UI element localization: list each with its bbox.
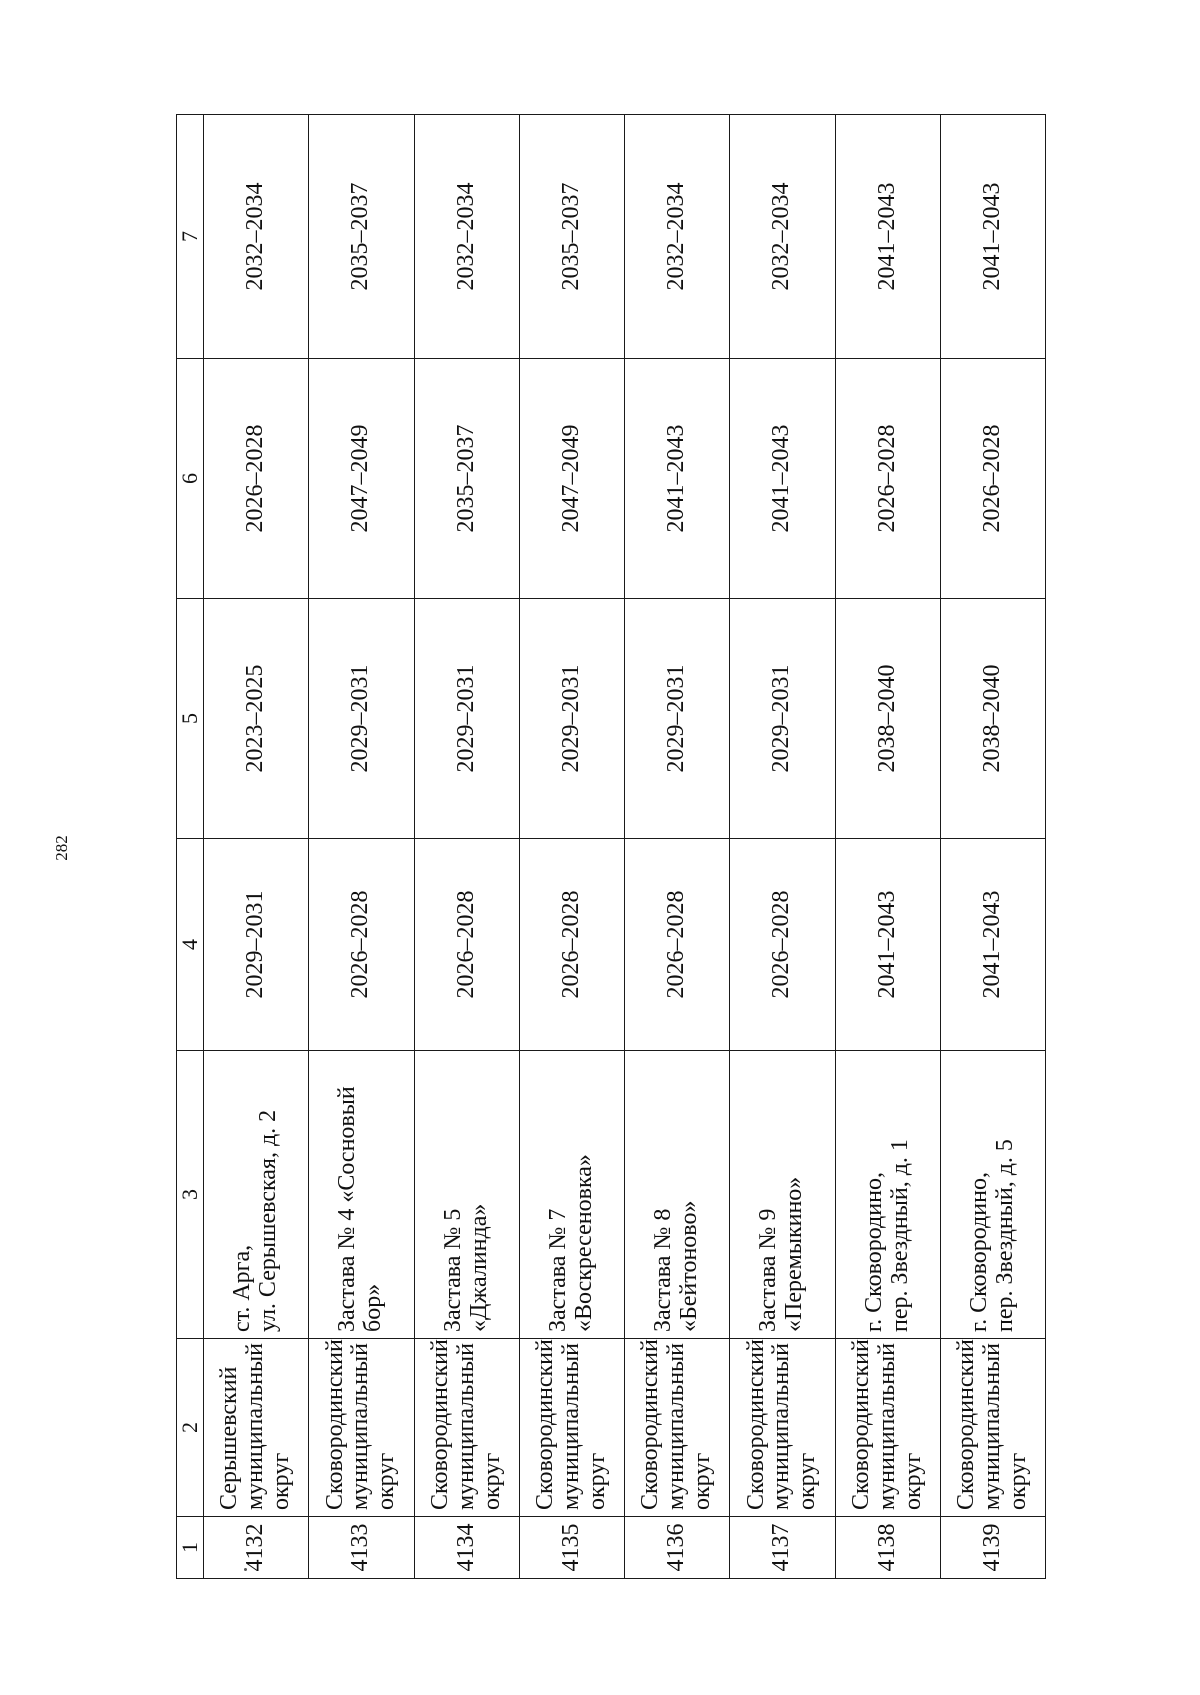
header-cell: 2 bbox=[177, 1339, 204, 1517]
address-cell bbox=[519, 1051, 624, 1339]
address-line: Застава № 9 bbox=[755, 1208, 782, 1332]
header-cell: 4 bbox=[177, 839, 204, 1051]
period-col7: 2035–2037 bbox=[309, 115, 414, 359]
district-line: округ bbox=[899, 1452, 926, 1510]
district-line: муниципальный bbox=[557, 1342, 584, 1510]
address-line: Застава № 8 bbox=[650, 1208, 677, 1332]
address-line: Застава № 4 «Сосновый bbox=[334, 1086, 361, 1332]
address-line: г. Сковородино, bbox=[860, 1172, 887, 1332]
period-col7: 2032–2034 bbox=[625, 115, 730, 359]
header-cell: 7 bbox=[177, 115, 204, 359]
period-col5: 2038–2040 bbox=[835, 599, 940, 839]
header-cell: 3 bbox=[177, 1051, 204, 1339]
address-cell bbox=[835, 1051, 940, 1339]
period-col7: 2032–2034 bbox=[204, 115, 309, 359]
period-col7: 2032–2034 bbox=[414, 115, 519, 359]
table-row bbox=[309, 115, 414, 1579]
district-cell bbox=[940, 1339, 1045, 1517]
address-line: Застава № 5 bbox=[439, 1208, 466, 1332]
row-number: 4138 bbox=[835, 1517, 940, 1579]
district-cell bbox=[835, 1339, 940, 1517]
schedule-table bbox=[176, 114, 1046, 1579]
table-row bbox=[835, 115, 940, 1579]
district-line: муниципальный bbox=[452, 1342, 479, 1510]
district-line: Сковородинский bbox=[742, 1339, 769, 1510]
header-row bbox=[177, 115, 204, 1579]
district-line: Сковородинский bbox=[953, 1339, 980, 1510]
period-col5: 2029–2031 bbox=[414, 599, 519, 839]
district-cell bbox=[414, 1339, 519, 1517]
address-cell bbox=[625, 1051, 730, 1339]
address-cell bbox=[309, 1051, 414, 1339]
address-line: бор» bbox=[360, 1283, 387, 1332]
district-line: Сковородинский bbox=[637, 1339, 664, 1510]
district-line: Серышевский bbox=[216, 1366, 243, 1510]
address-line: ст. Арга, bbox=[229, 1244, 256, 1332]
address-line: «Джалинда» bbox=[465, 1203, 492, 1332]
address-cell bbox=[204, 1051, 309, 1339]
table-row bbox=[940, 115, 1045, 1579]
district-line: муниципальный bbox=[978, 1342, 1005, 1510]
address-line: г. Сковородино, bbox=[965, 1172, 992, 1332]
period-col4: 2026–2028 bbox=[730, 839, 835, 1051]
period-col4: 2041–2043 bbox=[835, 839, 940, 1051]
period-col4: 2029–2031 bbox=[204, 839, 309, 1051]
period-col4: 2026–2028 bbox=[625, 839, 730, 1051]
address-line: «Воскресеновка» bbox=[570, 1154, 597, 1332]
district-cell bbox=[730, 1339, 835, 1517]
district-line: Сковородинский bbox=[847, 1339, 874, 1510]
period-col6: 2041–2043 bbox=[730, 359, 835, 599]
period-col4: 2026–2028 bbox=[414, 839, 519, 1051]
row-number: 4139 bbox=[940, 1517, 1045, 1579]
district-line: муниципальный bbox=[663, 1342, 690, 1510]
address-line: пер. Звездный, д. 1 bbox=[886, 1139, 913, 1332]
period-col6: 2035–2037 bbox=[414, 359, 519, 599]
period-col6: 2047–2049 bbox=[519, 359, 624, 599]
period-col7: 2035–2037 bbox=[519, 115, 624, 359]
address-line: «Перемыкино» bbox=[781, 1176, 808, 1332]
table-row bbox=[204, 115, 309, 1579]
row-number: 4135 bbox=[519, 1517, 624, 1579]
district-line: округ bbox=[268, 1452, 295, 1510]
district-line: округ bbox=[478, 1452, 505, 1510]
table-row bbox=[625, 115, 730, 1579]
district-line: муниципальный bbox=[347, 1342, 374, 1510]
row-number: 4136 bbox=[625, 1517, 730, 1579]
address-cell bbox=[414, 1051, 519, 1339]
row-number: 4132 bbox=[204, 1517, 309, 1579]
district-line: округ bbox=[373, 1452, 400, 1510]
district-cell bbox=[309, 1339, 414, 1517]
period-col6: 2047–2049 bbox=[309, 359, 414, 599]
period-col5: 2038–2040 bbox=[940, 599, 1045, 839]
address-line: пер. Звездный, д. 5 bbox=[991, 1139, 1018, 1332]
period-col5: 2029–2031 bbox=[519, 599, 624, 839]
row-number: 4137 bbox=[730, 1517, 835, 1579]
district-cell bbox=[625, 1339, 730, 1517]
period-col7: 2041–2043 bbox=[835, 115, 940, 359]
address-cell bbox=[730, 1051, 835, 1339]
period-col7: 2041–2043 bbox=[940, 115, 1045, 359]
rotated-table-wrapper bbox=[176, 115, 1046, 1579]
page-number: 282 bbox=[52, 835, 71, 861]
period-col6: 2026–2028 bbox=[835, 359, 940, 599]
district-line: округ bbox=[583, 1452, 610, 1510]
period-col7: 2032–2034 bbox=[730, 115, 835, 359]
row-number: 4134 bbox=[414, 1517, 519, 1579]
header-cell: 1 bbox=[177, 1517, 204, 1579]
period-col5: 2029–2031 bbox=[730, 599, 835, 839]
address-cell bbox=[940, 1051, 1045, 1339]
table-row bbox=[730, 115, 835, 1579]
district-line: Сковородинский bbox=[532, 1339, 559, 1510]
address-line: Застава № 7 bbox=[544, 1208, 571, 1332]
period-col6: 2026–2028 bbox=[204, 359, 309, 599]
period-col5: 2029–2031 bbox=[309, 599, 414, 839]
period-col5: 2023–2025 bbox=[204, 599, 309, 839]
district-line: муниципальный bbox=[873, 1342, 900, 1510]
address-line: ул. Серышевская, д. 2 bbox=[255, 1109, 282, 1332]
period-col6: 2041–2043 bbox=[625, 359, 730, 599]
district-line: Сковородинский bbox=[426, 1339, 453, 1510]
district-cell bbox=[519, 1339, 624, 1517]
district-line: муниципальный bbox=[768, 1342, 795, 1510]
period-col5: 2029–2031 bbox=[625, 599, 730, 839]
district-line: округ bbox=[794, 1452, 821, 1510]
period-col4: 2026–2028 bbox=[519, 839, 624, 1051]
district-line: муниципальный bbox=[242, 1342, 269, 1510]
period-col4: 2026–2028 bbox=[309, 839, 414, 1051]
header-cell: 6 bbox=[177, 359, 204, 599]
district-cell bbox=[204, 1339, 309, 1517]
district-line: Сковородинский bbox=[321, 1339, 348, 1510]
district-line: округ bbox=[689, 1452, 716, 1510]
district-line: округ bbox=[1004, 1452, 1031, 1510]
period-col4: 2041–2043 bbox=[940, 839, 1045, 1051]
address-line: «Бейтоново» bbox=[676, 1200, 703, 1332]
header-cell: 5 bbox=[177, 599, 204, 839]
row-number: 4133 bbox=[309, 1517, 414, 1579]
period-col6: 2026–2028 bbox=[940, 359, 1045, 599]
table-row bbox=[519, 115, 624, 1579]
table-row bbox=[414, 115, 519, 1579]
